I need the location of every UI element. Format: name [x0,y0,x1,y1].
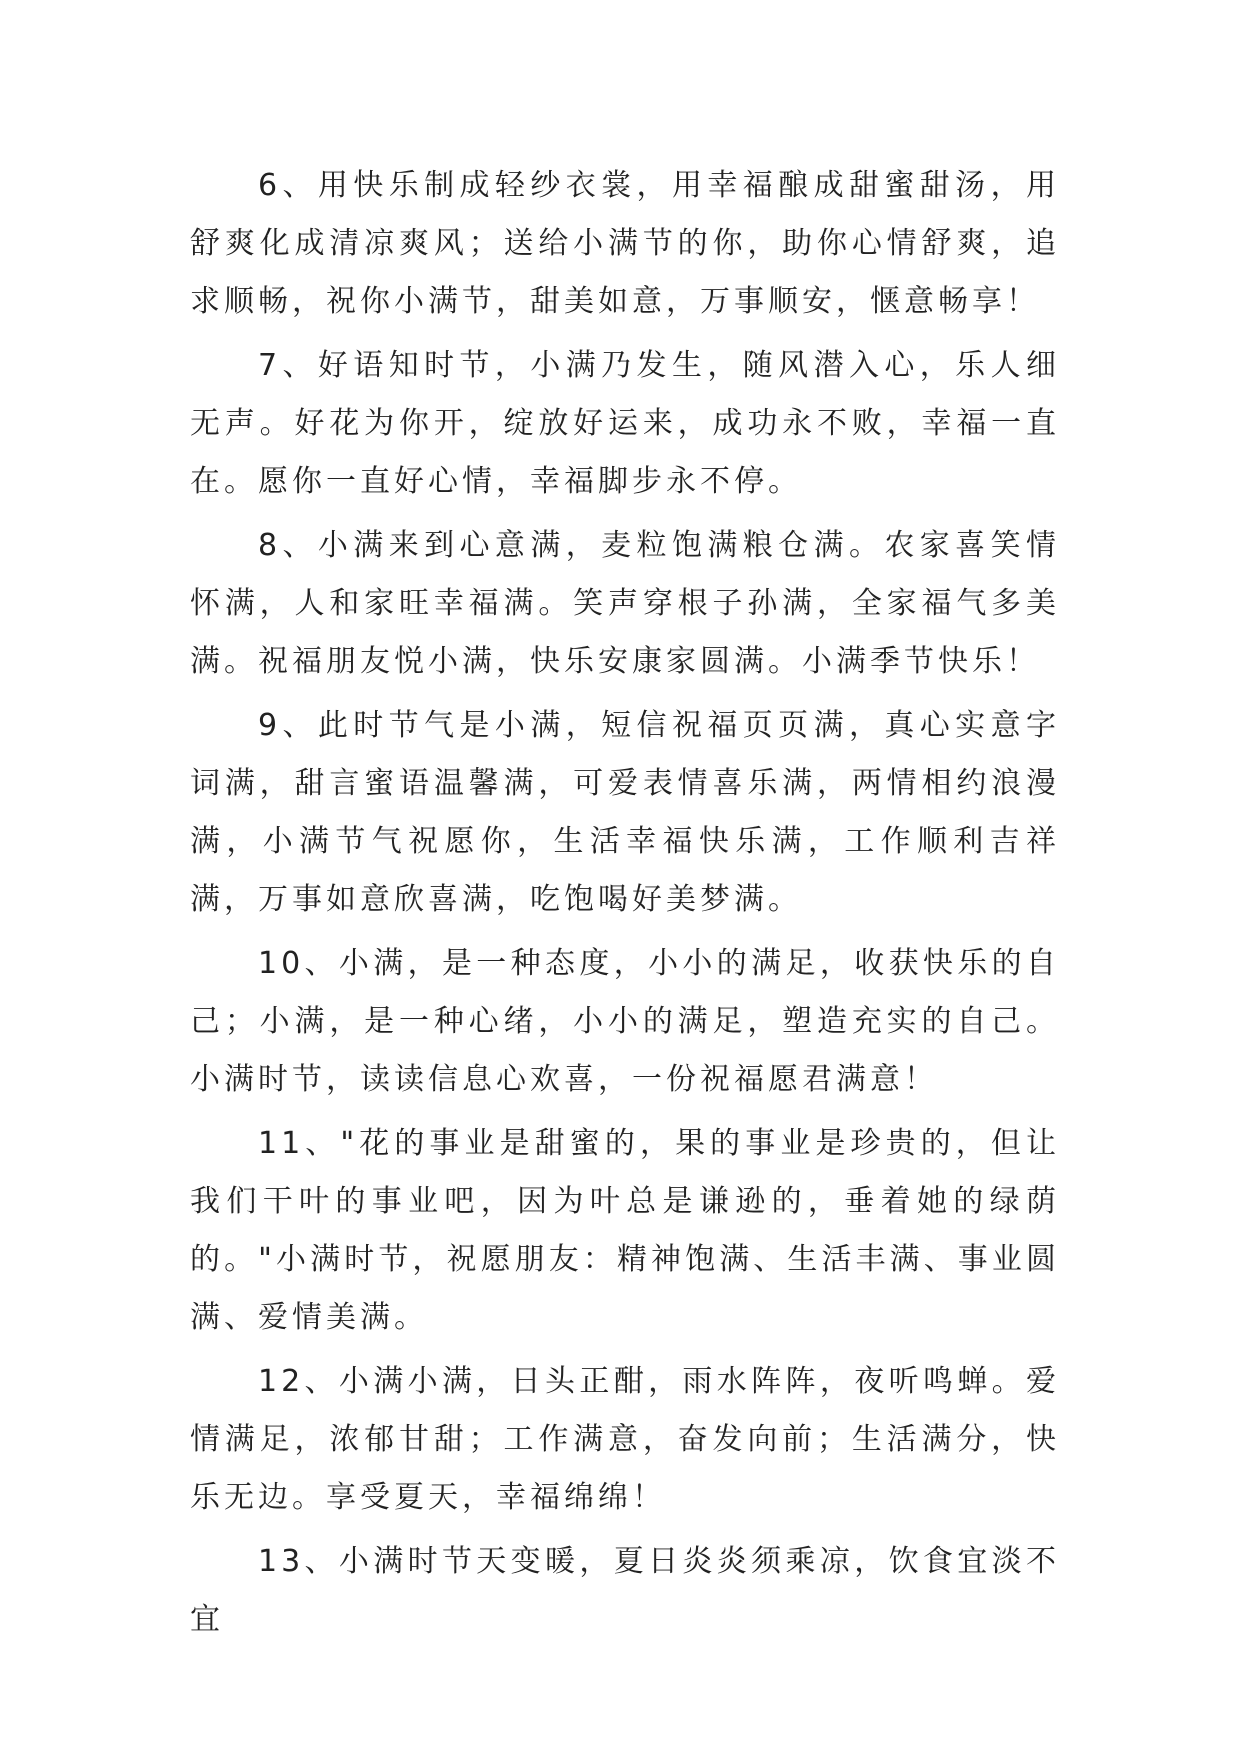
paragraph-11: 11、"花的事业是甜蜜的，果的事业是珍贵的，但让我们干叶的事业吧，因为叶总是谦逊的，垂着她的绿荫的。"小满时节，祝愿朋友：精神饱满、生活丰满、事业圆满、爱情美满。 [190,1126,1060,1335]
paragraph-7: 7、好语知时节，小满乃发生，随风潜入心，乐人细无声。好花为你开，绽放好运来，成功永不败，幸福一直在。愿你一直好心情，幸福脚步永不停。 [190,348,1060,499]
paragraph-9: 9、此时节气是小满，短信祝福页页满，真心实意字词满，甜言蜜语温馨满，可爱表情喜乐满，两情相约浪漫满，小满节气祝愿你，生活幸福快乐满，工作顺利吉祥满，万事如意欣喜满，吃饱喝好美梦满。 [190,708,1060,917]
paragraph-13: 13、小满时节天变暖，夏日炎炎须乘凉，饮食宜淡不宜 [190,1544,1060,1637]
document-body [190,157,1060,1655]
paragraph-12: 12、小满小满，日头正酣，雨水阵阵，夜听鸣蝉。爱情满足，浓郁甘甜；工作满意，奋发向前；生活满分，快乐无边。享受夏天，幸福绵绵！ [190,1364,1060,1515]
paragraph-6: 6、用快乐制成轻纱衣裳，用幸福酿成甜蜜甜汤，用舒爽化成清凉爽风；送给小满节的你，助你心情舒爽，追求顺畅，祝你小满节，甜美如意，万事顺安，惬意畅享！ [190,168,1060,319]
paragraph-10: 10、小满，是一种态度，小小的满足，收获快乐的自己；小满，是一种心绪，小小的满足，塑造充实的自己。小满时节，读读信息心欢喜，一份祝福愿君满意！ [190,946,1060,1097]
paragraph-8: 8、小满来到心意满，麦粒饱满粮仓满。农家喜笑情怀满，人和家旺幸福满。笑声穿根子孙满，全家福气多美满。祝福朋友悦小满，快乐安康家圆满。小满季节快乐！ [190,528,1060,679]
